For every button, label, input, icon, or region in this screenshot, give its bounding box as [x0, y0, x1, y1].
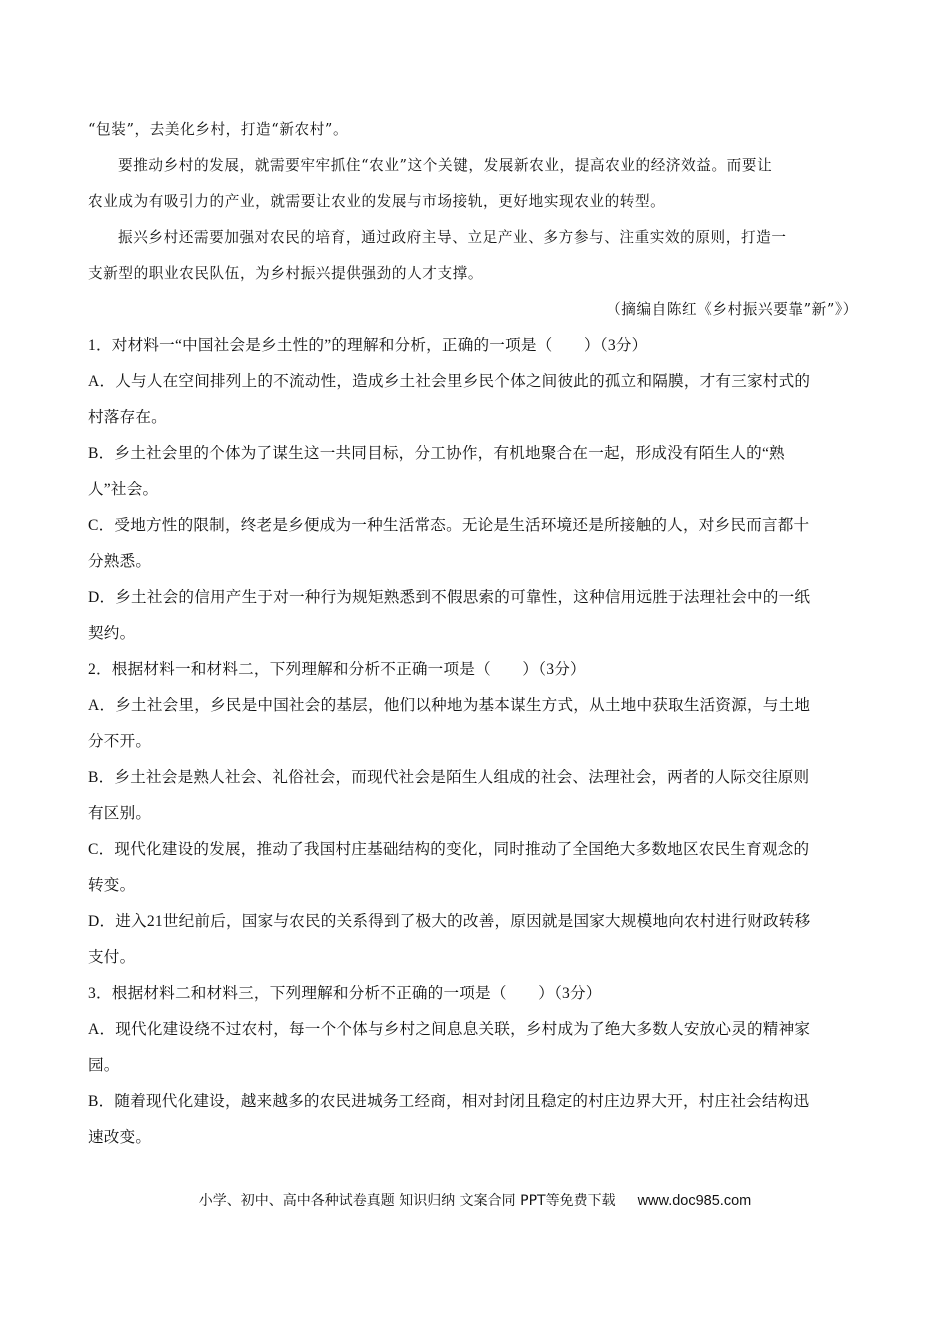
option-a-line1: A．人与人在空间排列上的不流动性，造成乡土社会里乡民个体之间彼此的孤立和隔膜，才有三家村式的	[88, 373, 811, 390]
option-b-line2: 有区别。	[88, 805, 152, 822]
question-3	[88, 976, 862, 1156]
question-2	[88, 652, 862, 976]
footer-link[interactable]: www.doc985.com	[637, 1193, 752, 1209]
page-footer	[0, 1190, 950, 1210]
passage-line: 支新型的职业农民队伍，为乡村振兴提供强劲的人才支撑。	[88, 265, 484, 282]
passage-line: “包装”，去美化乡村，打造“新农村”。	[88, 121, 349, 138]
question-stem: 2．根据材料一和材料二，下列理解和分析不正确一项是（ ）（3分）	[88, 661, 586, 678]
option-c-line1: C．受地方性的限制，终老是乡便成为一种生活常态。无论是生活环境还是所接触的人，对乡民而言都十	[88, 517, 810, 534]
option-a-line2: 村落存在。	[88, 409, 167, 426]
passage-source: （摘编自陈红《乡村振兴要靠”新”》）	[606, 301, 858, 318]
option-b-line1: B．乡土社会里的个体为了谋生这一共同目标，分工协作，有机地聚合在一起，形成没有陌生人的“熟	[88, 445, 785, 462]
option-b-line1: B．乡土社会是熟人社会、礼俗社会，而现代社会是陌生人组成的社会、法理社会，两者的人际交往原则	[88, 769, 810, 786]
option-b-line2: 速改变。	[88, 1129, 152, 1146]
question-stem: 1．对材料一“中国社会是乡土性的”的理解和分析，正确的一项是（ ）（3分）	[88, 337, 648, 354]
option-a-line2: 分不开。	[88, 733, 152, 750]
option-c-line2: 转变。	[88, 877, 136, 894]
passage-line: 振兴乡村还需要加强对农民的培育，通过政府主导、立足产业、多方参与、注重实效的原则，打造一	[118, 229, 787, 246]
footer-text: 小学、初中、高中各种试卷真题 知识归纳 文案合同 PPT等免费下载	[198, 1193, 616, 1209]
option-b-line2: 人”社会。	[88, 481, 159, 498]
option-d-line2: 支付。	[88, 949, 136, 966]
option-a-line1: A．乡土社会里，乡民是中国社会的基层，他们以种地为基本谋生方式，从土地中获取生活资源，与土地	[88, 697, 811, 714]
question-1	[88, 328, 862, 652]
option-c-line2: 分熟悉。	[88, 553, 152, 570]
option-c-line1: C．现代化建设的发展，推动了我国村庄基础结构的变化，同时推动了全国绝大多数地区农民生育观念的	[88, 841, 810, 858]
passage-line: 要推动乡村的发展，就需要牢牢抓住“农业”这个关键，发展新农业，提高农业的经济效益。而要让	[118, 157, 773, 174]
question-stem: 3．根据材料二和材料三，下列理解和分析不正确的一项是（ ）（3分）	[88, 985, 602, 1002]
option-d-line1: D．进入21世纪前后，国家与农民的关系得到了极大的改善，原因就是国家大规模地向农村进行财政转移	[88, 913, 811, 930]
option-d-line1: D．乡土社会的信用产生于对一种行为规矩熟悉到不假思索的可靠性，这种信用远胜于法理社会中的一纸	[88, 589, 811, 606]
option-b-line1: B．随着现代化建设，越来越多的农民进城务工经商，相对封闭且稳定的村庄边界大开，村庄社会结构迅	[88, 1093, 810, 1110]
option-a-line2: 园。	[88, 1057, 120, 1074]
reading-passage	[88, 112, 862, 328]
page-content	[88, 112, 862, 1156]
option-d-line2: 契约。	[88, 625, 136, 642]
passage-line: 农业成为有吸引力的产业，就需要让农业的发展与市场接轨，更好地实现农业的转型。	[88, 193, 666, 210]
option-a-line1: A．现代化建设绕不过农村，每一个个体与乡村之间息息关联，乡村成为了绝大多数人安放心灵的精神家	[88, 1021, 811, 1038]
